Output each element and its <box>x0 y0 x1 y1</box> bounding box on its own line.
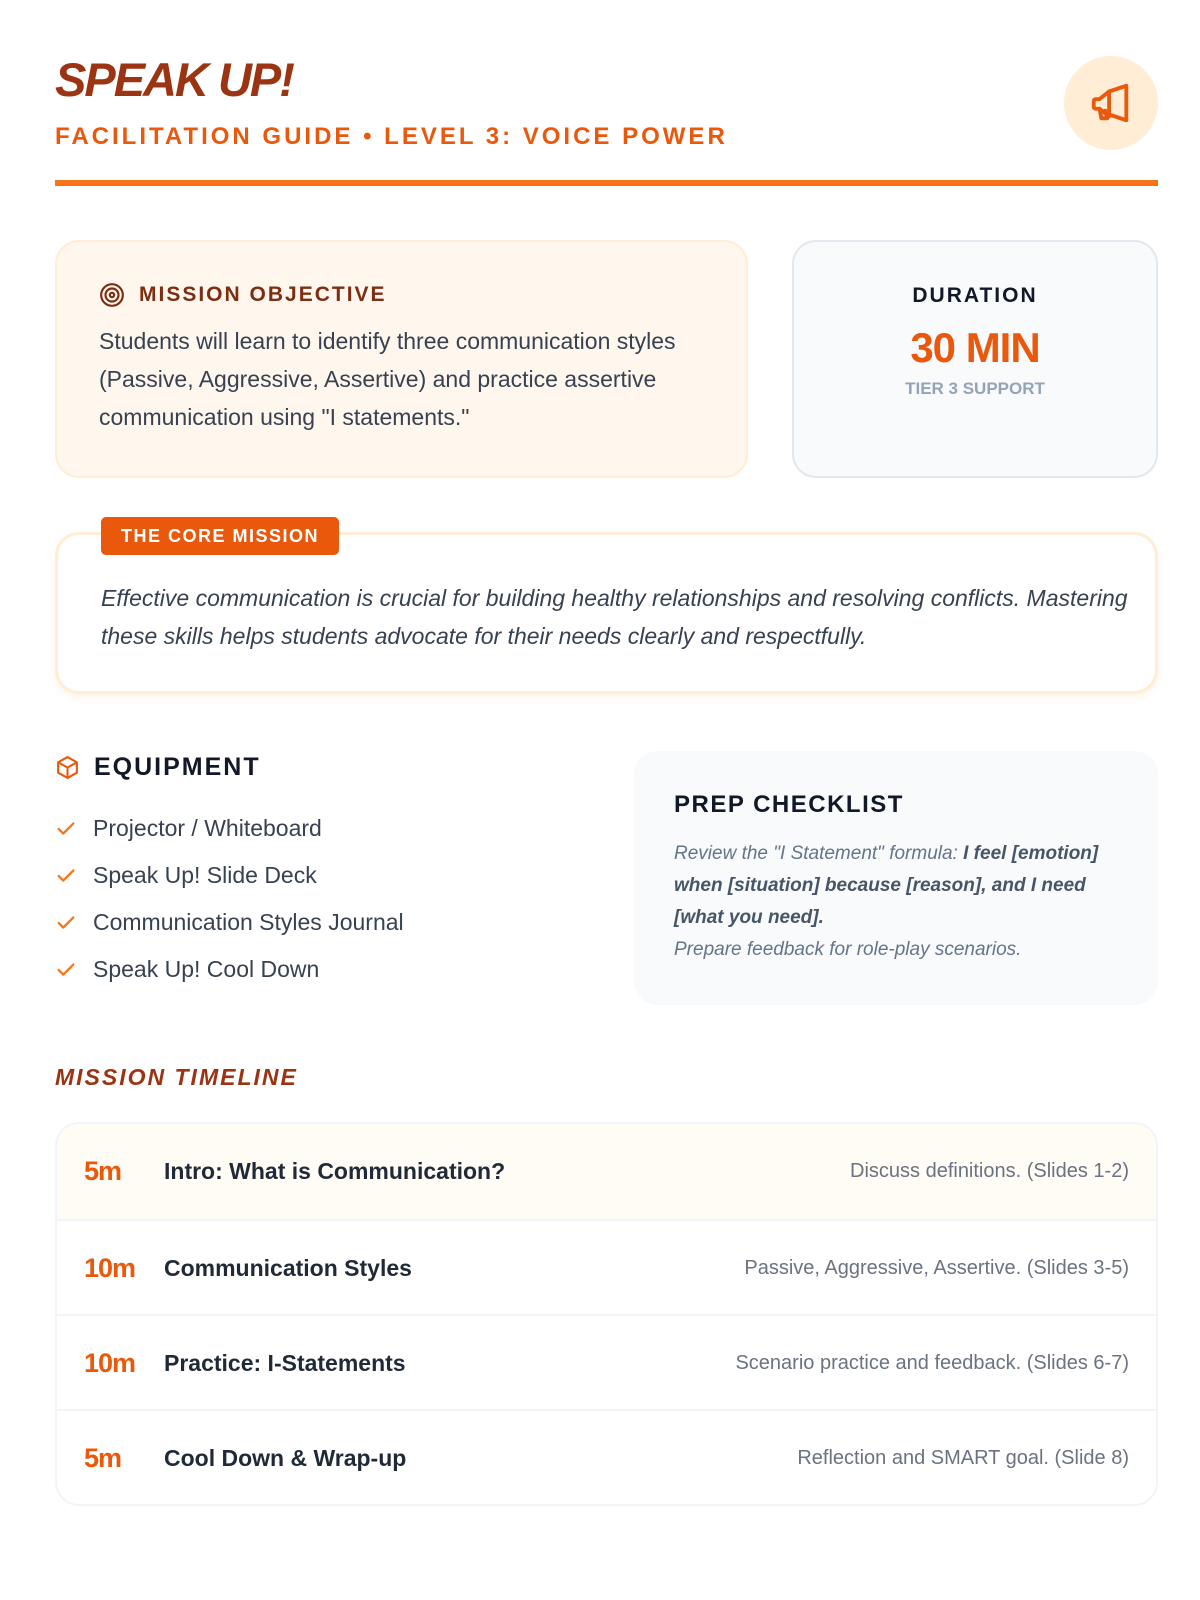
prep-checklist-label: PREP CHECKLIST <box>674 791 904 818</box>
core-mission-card <box>55 526 1158 694</box>
target-icon <box>99 282 125 308</box>
table-row <box>57 1409 1156 1504</box>
page-subtitle: FACILITATION GUIDE • LEVEL 3: VOICE POWER <box>55 123 728 150</box>
core-mission-text: Effective communication is crucial for building healthy relationships and resolving conflicts. Mastering these skills helps students advocate for their needs clearly and respectfully. <box>101 585 1128 649</box>
duration-value: 30 MIN <box>910 324 1040 371</box>
prep-intro: Review the "I Statement" formula: <box>674 843 964 864</box>
check-icon <box>55 959 93 981</box>
box-icon <box>55 755 80 780</box>
equipment-item-label: Speak Up! Slide Deck <box>93 862 317 888</box>
mission-objective-card <box>55 240 748 478</box>
timeline-title: Practice: I-Statements <box>164 1350 406 1376</box>
duration-label: DURATION <box>912 284 1038 307</box>
check-icon <box>55 865 93 887</box>
timeline-title: Intro: What is Communication? <box>164 1158 506 1184</box>
core-mission-badge: THE CORE MISSION <box>101 517 339 555</box>
page-title: SPEAK UP! <box>55 53 293 106</box>
table-row <box>57 1314 1156 1409</box>
mission-objective-heading <box>99 282 387 308</box>
i-statement-formula: I feel [emotion] when [situation] because [reason], and I need [what you need]. <box>674 843 1099 928</box>
equipment-heading <box>55 753 261 782</box>
duration-card <box>792 240 1158 478</box>
list-item <box>55 852 404 899</box>
list-item <box>55 946 404 993</box>
timeline-duration: 10m <box>84 1348 136 1378</box>
megaphone-icon <box>1088 80 1134 126</box>
timeline-duration: 10m <box>84 1253 136 1283</box>
equipment-item-label: Communication Styles Journal <box>93 909 404 935</box>
list-item <box>55 899 404 946</box>
timeline-duration: 5m <box>84 1156 122 1186</box>
timeline-note: Scenario practice and feedback. (Slides 6-7) <box>735 1352 1129 1374</box>
timeline-heading: MISSION TIMELINE <box>55 1064 298 1090</box>
equipment-item-label: Projector / Whiteboard <box>93 815 322 841</box>
timeline-note: Discuss definitions. (Slides 1-2) <box>850 1160 1129 1182</box>
check-icon <box>55 912 93 934</box>
timeline-title: Communication Styles <box>164 1255 412 1281</box>
prep-checklist-text <box>674 838 1114 966</box>
equipment-label: EQUIPMENT <box>94 753 261 781</box>
equipment-item-label: Speak Up! Cool Down <box>93 956 320 982</box>
header-divider <box>55 180 1158 186</box>
check-icon <box>55 818 93 840</box>
prep-checklist-card <box>634 751 1158 1005</box>
prep-outro: Prepare feedback for role-play scenarios. <box>674 939 1022 960</box>
timeline-note: Passive, Aggressive, Assertive. (Slides 3-5) <box>744 1257 1129 1279</box>
megaphone-icon-badge <box>1064 56 1158 150</box>
support-tier: TIER 3 SUPPORT <box>905 379 1045 398</box>
timeline-title: Cool Down & Wrap-up <box>164 1445 407 1471</box>
header <box>55 52 1158 184</box>
table-row <box>57 1124 1156 1219</box>
timeline-duration: 5m <box>84 1443 122 1473</box>
table-row <box>57 1219 1156 1314</box>
timeline-note: Reflection and SMART goal. (Slide 8) <box>797 1447 1129 1469</box>
mission-timeline <box>55 1122 1158 1506</box>
mission-objective-label: MISSION OBJECTIVE <box>139 283 387 306</box>
mission-objective-text: Students will learn to identify three communication styles (Passive, Aggressive, Assertive) and practice assertive communication using "I statements." <box>99 328 676 430</box>
equipment-list <box>55 805 404 993</box>
list-item <box>55 805 404 852</box>
